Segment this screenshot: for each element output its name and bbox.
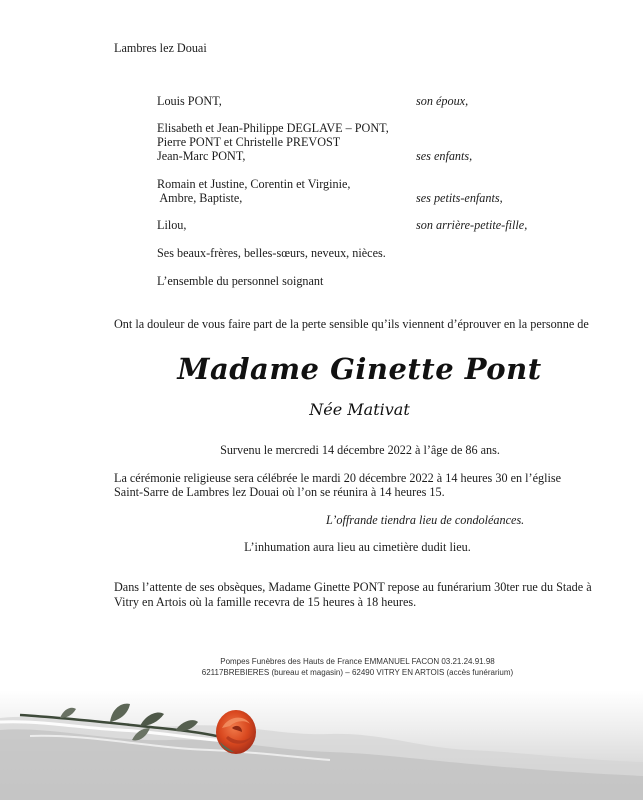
family-name-child-1: Elisabeth et Jean-Philippe DEGLAVE – PONT, xyxy=(157,121,389,135)
family-name-grandchildren-2: Ambre, Baptiste, xyxy=(157,191,243,205)
rest-line-1: Dans l’attente de ses obsèques, Madame Ginette PONT repose au funérarium 30ter rue du Stade à xyxy=(114,580,592,594)
relation-grandchildren: ses petits-enfants, xyxy=(416,191,503,205)
birth-name: Née Mativat xyxy=(309,400,410,419)
family-name-spouse: Louis PONT, xyxy=(157,94,222,108)
relation-spouse: son époux, xyxy=(416,94,469,108)
family-name-child-3: Jean-Marc PONT, xyxy=(157,149,246,163)
offering-note: L’offrande tiendra lieu de condoléances. xyxy=(326,513,525,527)
family-name-grandchildren-1: Romain et Justine, Corentin et Virginie, xyxy=(157,177,351,191)
burial-info: L’inhumation aura lieu au cimetière dudit lieu. xyxy=(244,540,471,554)
announcement-text: Ont la douleur de vous faire part de la perte sensible qu’ils viennent d’éprouver en la personne de xyxy=(114,317,589,331)
deceased-name: Madame Ginette Pont xyxy=(177,352,542,386)
relation-great-grandchild: son arrière-petite-fille, xyxy=(416,218,528,232)
ceremony-line-2: Saint-Sarre de Lambres lez Douai où l’on se réunira à 14 heures 15. xyxy=(114,485,445,499)
location-heading: Lambres lez Douai xyxy=(114,41,207,55)
ceremony-line-1: La cérémonie religieuse sera célébrée le mardi 20 décembre 2022 à 14 heures 30 en l’église xyxy=(114,471,562,485)
family-extended: Ses beaux-frères, belles-sœurs, neveux, nièces. xyxy=(157,246,386,260)
footer-funeral-home: Pompes Funèbres des Hauts de France EMMANUEL FACON 03.21.24.91.98 xyxy=(220,657,495,666)
care-staff: L’ensemble du personnel soignant xyxy=(157,274,324,288)
family-name-child-2: Pierre PONT et Christelle PREVOST xyxy=(157,135,341,149)
rose-icon xyxy=(216,710,256,754)
death-info: Survenu le mercredi 14 décembre 2022 à l’âge de 86 ans. xyxy=(220,443,500,457)
rest-line-2: Vitry en Artois où la famille recevra de 15 heures à 18 heures. xyxy=(114,595,417,609)
family-name-great-grandchild: Lilou, xyxy=(157,218,187,232)
rose-on-beach-illustration xyxy=(0,690,643,800)
footer-address: 62117BREBIERES (bureau et magasin) – 62490 VITRY EN ARTOIS (accès funérarium) xyxy=(201,668,514,677)
relation-children: ses enfants, xyxy=(416,149,473,163)
